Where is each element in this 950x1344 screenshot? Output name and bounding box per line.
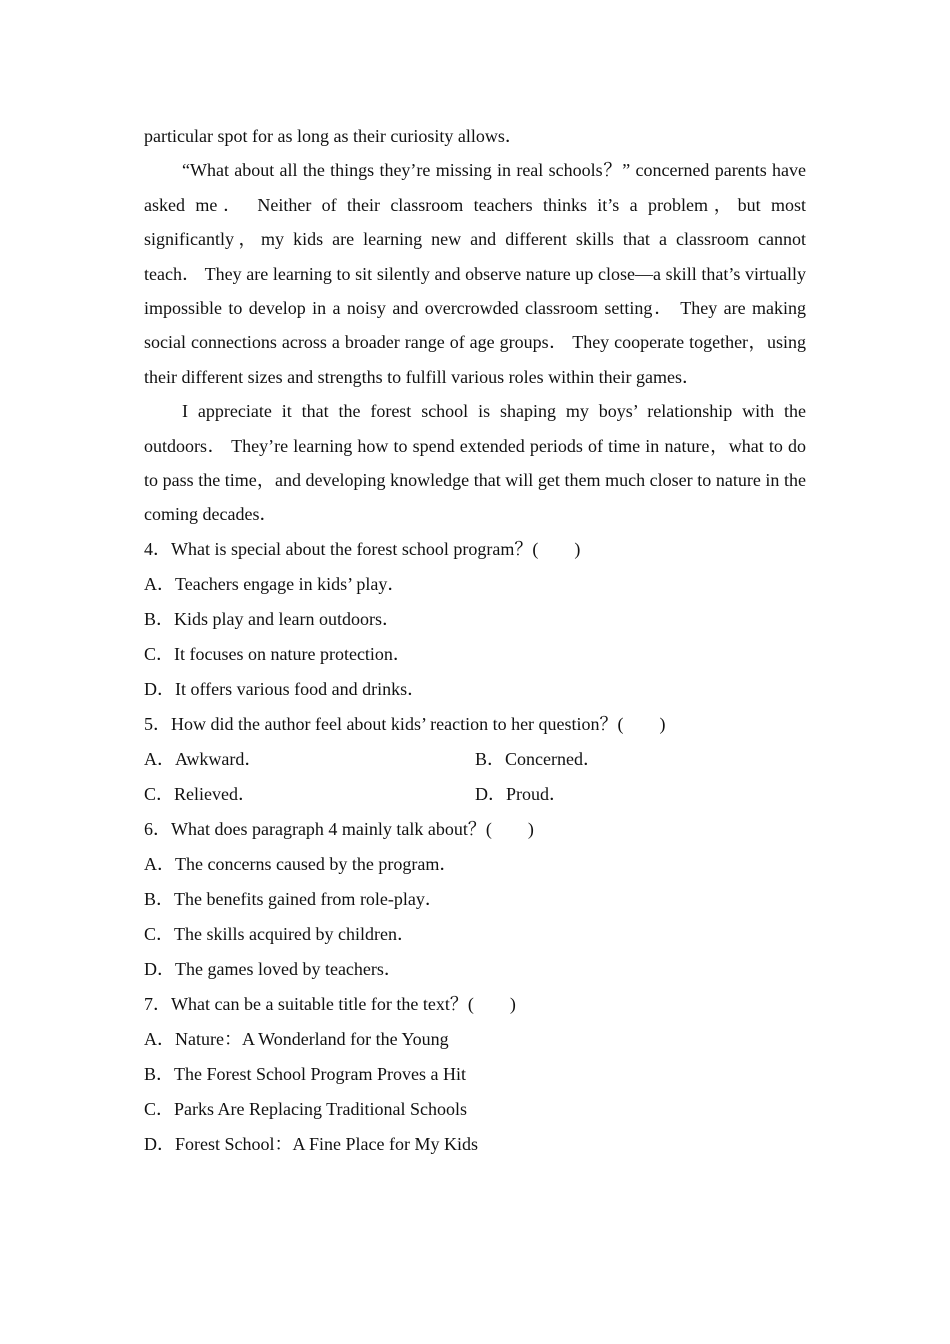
option-c: C．Parks Are Replacing Traditional Schools — [144, 1098, 467, 1119]
option-row — [144, 777, 806, 812]
option-a: A．Awkward． — [144, 748, 263, 769]
option-a: A．Teachers engage in kids’ play． — [144, 573, 406, 594]
passage-paragraph-2: “What about all the things they’re missing in real schools？” concerned parents have asked me． Neither of their classroom teachers thinks it’s a problem，but most significantly，my kids are learning new and different skills that a classroom cannot teach． They are learning to sit silently and observe nature up close—a skill that’s virtually impossible to develop in a noisy and overcrowded classroom setting． They are making social connections across a broader range of age groups． They cooperate together，using their different sizes and strengths to fulfill various roles within their games． — [144, 160, 806, 387]
option-d: D．It offers various food and drinks． — [144, 678, 426, 699]
question-list — [144, 532, 806, 1162]
question-stem: 5．How did the author feel about kids’ reaction to her question？( ) — [144, 713, 666, 734]
option-row — [144, 742, 806, 777]
option-c: C．It focuses on nature protection． — [144, 643, 411, 664]
option-b: B．The Forest School Program Proves a Hit — [144, 1063, 466, 1084]
option-b: B．The benefits gained from role-play． — [144, 888, 443, 909]
question-6 — [144, 812, 806, 987]
option-d: D．The games loved by teachers． — [144, 958, 402, 979]
question-stem: 7．What can be a suitable title for the text？( ) — [144, 993, 516, 1014]
option-c: C．Relieved． — [144, 783, 256, 804]
document-page — [144, 119, 806, 1162]
reading-passage — [144, 119, 806, 532]
option-c: C．The skills acquired by children． — [144, 923, 415, 944]
question-4 — [144, 532, 806, 707]
question-stem: 4．What is special about the forest school program？( ) — [144, 538, 581, 559]
option-a: A．The concerns caused by the program． — [144, 853, 458, 874]
question-stem: 6．What does paragraph 4 mainly talk about？( ) — [144, 818, 534, 839]
option-b: B．Kids play and learn outdoors． — [144, 608, 400, 629]
passage-paragraph-3: I appreciate it that the forest school is shaping my boys’ relationship with the outdoors． They’re learning how to spend extended periods of time in nature，what to do to pass the time，and developing knowledge that will get them much closer to nature in the coming decades． — [144, 401, 806, 525]
option-a: A．Nature：A Wonderland for the Young — [144, 1028, 449, 1049]
option-b: B．Concerned． — [475, 748, 601, 769]
option-d: D．Forest School：A Fine Place for My Kids — [144, 1133, 478, 1154]
passage-paragraph-1: particular spot for as long as their curiosity allows． — [144, 126, 523, 146]
option-d: D．Proud． — [475, 783, 568, 804]
question-7 — [144, 987, 806, 1162]
question-5 — [144, 707, 806, 812]
